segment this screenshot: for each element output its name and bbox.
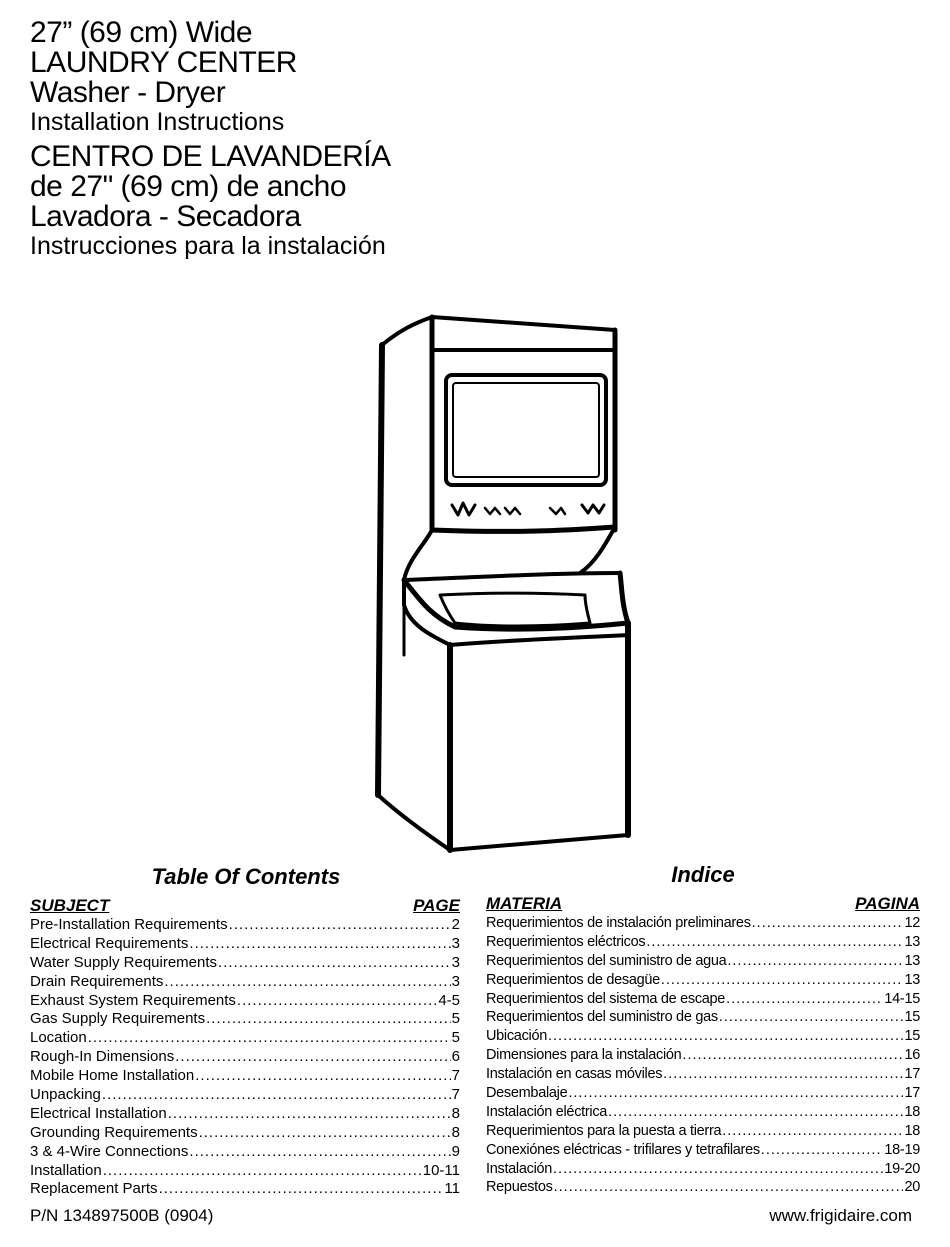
toc-entry: [486, 1065, 920, 1084]
dot-leader: [164, 973, 450, 992]
toc-entry-label: Ubicación: [486, 1028, 547, 1045]
toc-entry-page: 11: [444, 1180, 460, 1198]
dot-leader: [727, 952, 903, 971]
title-doc-type: Installation Instructions: [30, 108, 285, 136]
laundry-center-illustration: [360, 305, 650, 865]
toc-entry: [30, 973, 460, 992]
dot-leader: [682, 1046, 903, 1065]
toc-entry-label: Requerimientos de instalación preliminares: [486, 915, 751, 931]
toc-entry-label: Requerimientos del suministro de gas: [486, 1009, 718, 1026]
dot-leader: [189, 1143, 450, 1162]
table-of-contents-english: [30, 864, 460, 1199]
dot-leader: [206, 1010, 451, 1029]
dot-leader: [663, 1065, 903, 1084]
dot-leader: [175, 1048, 450, 1067]
dot-leader: [189, 935, 450, 954]
dot-leader: [553, 1160, 883, 1179]
toc-entry-page: 15: [904, 1009, 920, 1026]
toc-entry-label: Installation: [30, 1161, 102, 1179]
toc-entry-page: 18-19: [884, 1141, 920, 1158]
toc-entry-label: Requerimientos para la puesta a tierra: [486, 1122, 722, 1139]
toc-entry-label: Mobile Home Installation: [30, 1067, 195, 1085]
dot-leader: [554, 1178, 904, 1197]
toc-entry-page: 3: [451, 972, 460, 990]
title-product: LAUNDRY CENTER: [30, 46, 297, 79]
toc-entry: [30, 1086, 460, 1105]
toc-entry-page: 15: [904, 1028, 920, 1045]
dot-leader: [752, 914, 904, 933]
indice-subject-header: MATERIA: [486, 894, 563, 913]
toc-entry: [30, 1010, 460, 1029]
toc-entry-label: Instalación en casas móviles: [486, 1066, 663, 1083]
toc-entry-page: 18: [904, 1122, 920, 1139]
title-subproduct: Washer - Dryer: [30, 76, 226, 109]
indice-page-header: PAGINA: [855, 894, 920, 913]
toc-header: [30, 896, 460, 916]
toc-entry: [486, 1008, 920, 1027]
toc-entry-page: 5: [451, 1010, 460, 1028]
dot-leader: [237, 992, 437, 1011]
toc-entry-page: 16: [904, 1047, 920, 1064]
toc-entry-label: Water Supply Requirements: [30, 953, 218, 971]
dot-leader: [548, 1027, 903, 1046]
toc-entry-label: Dimensiones para la instalación: [486, 1047, 682, 1064]
toc-entry-page: 9: [451, 1142, 460, 1160]
toc-entry-label: Drain Requirements: [30, 972, 164, 990]
toc-entry-page: 7: [451, 1086, 460, 1104]
toc-entry-label: Gas Supply Requirements: [30, 1010, 206, 1028]
toc-entry-label: Pre-Installation Requirements: [30, 916, 228, 933]
title-width: 27” (69 cm) Wide: [30, 16, 253, 49]
toc-entry-label: Replacement Parts: [30, 1180, 158, 1198]
toc-page-header: PAGE: [413, 896, 460, 915]
toc-entry-page: 17: [904, 1066, 920, 1083]
toc-entry-label: Exhaust System Requirements: [30, 991, 236, 1009]
title-product-es: CENTRO DE LAVANDERÍA: [30, 140, 391, 173]
toc-entry-label: Requerimientos del sistema de escape: [486, 990, 726, 1007]
dot-leader: [103, 1162, 422, 1181]
dot-leader: [218, 954, 451, 973]
toc-entry: [486, 952, 920, 971]
toc-entry: [486, 1122, 920, 1141]
dot-leader: [568, 1084, 903, 1103]
toc-entry-page: 5: [451, 1029, 460, 1047]
toc-entry: [30, 1162, 460, 1181]
toc-entry-label: Location: [30, 1029, 87, 1047]
toc-entry: [486, 1160, 920, 1179]
dot-leader: [761, 1141, 884, 1160]
toc-entry-label: Electrical Installation: [30, 1104, 167, 1122]
toc-entry-page: 6: [451, 1048, 460, 1066]
toc-entry-label: Instalación: [486, 1160, 553, 1177]
dot-leader: [88, 1029, 451, 1048]
toc-entry: [30, 935, 460, 954]
toc-entry: [30, 954, 460, 973]
toc-entry-page: 3: [451, 953, 460, 971]
toc-entry-page: 19-20: [884, 1160, 920, 1177]
toc-entry: [486, 933, 920, 952]
toc-entry-label: Conexiónes eléctricas - trifilares y tetrafilares: [486, 1141, 760, 1158]
toc-entry: [486, 1046, 920, 1065]
document-heading: [30, 18, 630, 259]
website-url: www.frigidaire.com: [769, 1206, 912, 1225]
toc-entry: [486, 1084, 920, 1103]
toc-entry-label: Grounding Requirements: [30, 1123, 198, 1141]
toc-entry-label: Instalación eléctrica: [486, 1103, 608, 1120]
dot-leader: [646, 933, 903, 952]
dot-leader: [102, 1086, 451, 1105]
toc-entry: [30, 992, 460, 1011]
toc-title: Table Of Contents: [151, 864, 341, 889]
title-doc-type-es: Instrucciones para la instalación: [30, 232, 386, 260]
toc-entry-label: 3 & 4-Wire Connections: [30, 1142, 189, 1160]
toc-entry: [30, 1029, 460, 1048]
toc-entry-label: Electrical Requirements: [30, 934, 189, 952]
toc-entry-page: 8: [451, 1104, 460, 1122]
toc-entry: [486, 1103, 920, 1122]
toc-entry: [30, 1067, 460, 1086]
toc-entry-page: 13: [904, 971, 920, 988]
toc-entry-page: 10-11: [422, 1161, 460, 1179]
indice-title: Indice: [671, 862, 735, 887]
title-subproduct-es: Lavadora - Secadora: [30, 200, 301, 233]
toc-subject-header: SUBJECT: [30, 896, 110, 915]
table-of-contents-spanish: [486, 862, 920, 1197]
dot-leader: [608, 1103, 903, 1122]
toc-entry-label: Unpacking: [30, 1086, 101, 1104]
dot-leader: [168, 1105, 451, 1124]
dot-leader: [722, 1122, 903, 1141]
toc-entry: [30, 1180, 460, 1199]
toc-entry-label: Requerimientos eléctricos: [486, 933, 646, 950]
toc-entry: [486, 1178, 920, 1197]
toc-entry-page: 2: [451, 916, 460, 933]
toc-entry: [30, 916, 460, 935]
toc-entry-label: Desembalaje: [486, 1085, 568, 1102]
toc-entry-page: 14-15: [884, 990, 920, 1007]
toc-entry-page: 18: [904, 1103, 920, 1120]
dot-leader: [195, 1067, 450, 1086]
dot-leader: [661, 971, 904, 990]
toc-entry-page: 13: [904, 933, 920, 950]
dot-leader: [726, 990, 883, 1009]
title-width-es: de 27" (69 cm) de ancho: [30, 170, 347, 203]
toc-entry-page: 20: [904, 1179, 920, 1196]
indice-header: [486, 894, 920, 914]
part-number: P/N 134897500B (0904): [30, 1206, 214, 1225]
toc-entry: [486, 914, 920, 933]
toc-entry: [30, 1143, 460, 1162]
toc-entry-label: Rough-In Dimensions: [30, 1048, 175, 1066]
toc-entry: [30, 1048, 460, 1067]
dot-leader: [199, 1124, 451, 1143]
dot-leader: [229, 916, 451, 935]
toc-entry: [486, 971, 920, 990]
toc-entry: [30, 1124, 460, 1143]
toc-entry-page: 12: [904, 915, 920, 931]
toc-entry: [486, 1141, 920, 1160]
toc-entry: [30, 1105, 460, 1124]
toc-entry-page: 7: [451, 1067, 460, 1085]
toc-entry-label: Requerimientos del suministro de agua: [486, 952, 727, 969]
toc-entry-page: 8: [451, 1123, 460, 1141]
toc-entry-page: 13: [904, 952, 920, 969]
toc-entry: [486, 1027, 920, 1046]
dot-leader: [159, 1180, 444, 1199]
toc-entry-page: 17: [904, 1085, 920, 1102]
toc-entry-page: 4-5: [438, 991, 460, 1009]
dot-leader: [719, 1008, 904, 1027]
toc-entry-label: Repuestos: [486, 1179, 553, 1196]
toc-entry-page: 3: [451, 934, 460, 952]
toc-entry-label: Requerimientos de desagüe: [486, 971, 660, 988]
toc-entry: [486, 990, 920, 1009]
